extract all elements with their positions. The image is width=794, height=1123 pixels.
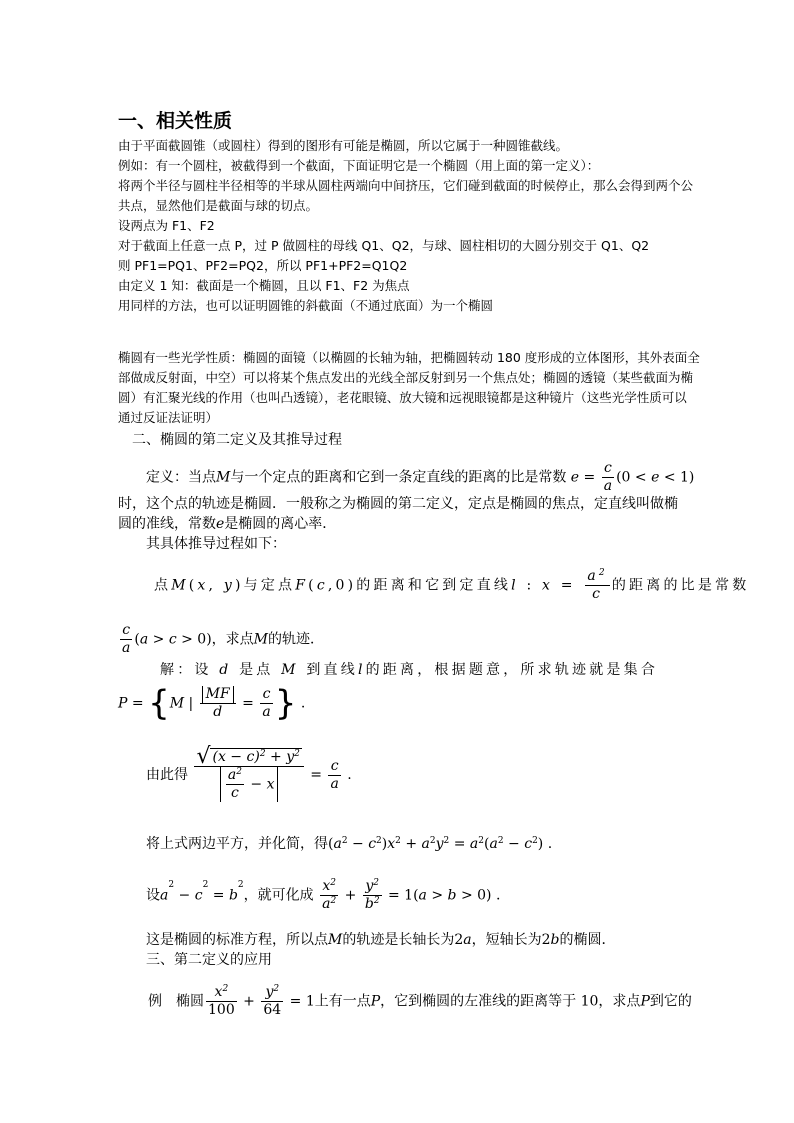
solution-line: 解：设 d 是点 M 到直线l的距离，根据题意，所求轨迹就是集合 [160, 662, 659, 678]
text-line: 用同样的方法，也可以证明圆锥的斜截面（不通过底面）为一个椭圆 [118, 298, 494, 313]
example-line: 例 椭圆 $\frac{x^2}{100}$ + $\frac{y^2}{64}$ = 1上有一点P，它到椭圆的左准线的距离等于 10，求点P到它的 [148, 984, 692, 1018]
text-line: 则 PF1=PQ1、PF2=PQ2，所以 PF1+PF2=Q1Q2 [118, 258, 408, 273]
text-line: 部做成反射面，中空）可以将某个焦点发出的光线全部反射到另一个焦点处；椭圆的透镜（某些截面为椭 [118, 370, 694, 385]
text-line: 对于截面上任意一点 P，过 P 做圆柱的母线 Q1、Q2，与球、圆柱相切的大圆分别交于 Q1、Q2 [118, 238, 650, 253]
point-statement-2: $\frac{c}{a}$ (a > c > 0)，求点M的轨迹． [122, 622, 325, 656]
text-line: 由于平面截圆锥（或圆柱）得到的图形有可能是椭圆，所以它属于一种圆锥截线。 [118, 138, 569, 153]
definition-line-2: 时，这个点的轨迹是椭圆．一般称之为椭圆的第二定义，定点是椭圆的焦点，定直线叫做椭 [118, 496, 678, 512]
text-line: 将两个半径与圆柱半径相等的半球从圆柱两端向中间挤压，它们碰到截面的时候停止，那么会得到两个公 [118, 178, 694, 193]
set-expression: P = {M | $\frac{MF}{d}$ = $\frac{c}{a}$ } . [118, 683, 306, 724]
section3-title: 三、第二定义的应用 [146, 952, 272, 968]
section1-title: 一、相关性质 [118, 110, 233, 132]
derivation-intro: 其具体推导过程如下： [146, 536, 286, 552]
text-line: 由定义 1 知：截面是一个椭圆，且以 F1、F2 为焦点 [118, 278, 410, 293]
point-statement: 点M(x, y)与定点F(c,0)的距离和它到定直线l : x = $\frac{a^2}{c}$ 的距离的比是常数 [154, 568, 750, 602]
section1-paragraph [118, 136, 693, 316]
optics-paragraph [118, 348, 700, 428]
definition-line: 定义：当点M与一个定点的距离和它到一条定直线的距离的比是常数 e = $\frac{c}{a}$ (0 < e < 1) [146, 460, 695, 494]
text-line: 共点，显然他们是截面与球的切点。 [118, 198, 319, 213]
standard-form-line: 设$a^2 - c^2 = b^2$，就可化成 $\frac{x^2}{a^2}$ + $\frac{y^2}{b^2}$ = 1(a > b > 0) . [146, 878, 501, 912]
section2-title: 二、椭圆的第二定义及其推导过程 [132, 432, 342, 448]
conclusion-line: 这是椭圆的标准方程，所以点M的轨迹是长轴长为2a，短轴长为2b的椭圆． [146, 932, 616, 948]
text-line: 圆）有汇聚光线的作用（也叫凸透镜），老花眼镜、放大镜和远视眼镜都是这种镜片（这些光学性质可以 [118, 390, 687, 405]
definition-line-3: 圆的准线，常数e是椭圆的离心率． [118, 516, 337, 532]
text-line: 设两点为 F1、F2 [118, 218, 215, 233]
equation-from-here: 由此得 √ $(x - c)^2 + y^2$ $\frac{a^2}{c}$ − x = $\frac{c}{a}$ . [146, 744, 352, 801]
text-line: 例如：有一个圆柱，被截得到一个截面，下面证明它是一个椭圆（用上面的第一定义）： [118, 158, 600, 173]
text-line: 椭圆有一些光学性质：椭圆的面镜（以椭圆的长轴为轴，把椭圆转动 180 度形成的立体图形，其外表面全 [118, 350, 700, 365]
text-line: 通过反证法证明） [118, 410, 219, 425]
squared-equation: 将上式两边平方，并化简，得$(a^2 - c^2)x^2 + a^2y^2 = a^2(a^2 - c^2)$ . [146, 836, 553, 852]
